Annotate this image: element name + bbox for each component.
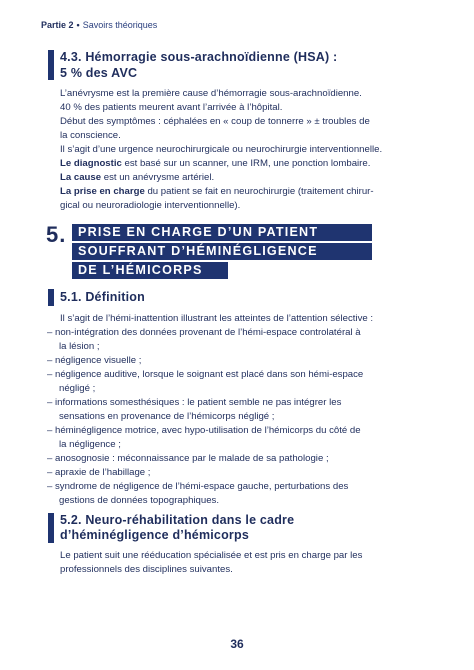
definition-list-item: – non-intégration des données provenant de l’hémi-espace controlatéral à <box>47 327 361 338</box>
definition-list-item-continued: sensations en provenance de l’hémicorps négligé ; <box>59 411 275 422</box>
section-5-1-marker <box>48 289 54 306</box>
section-4-3-marker <box>48 50 54 80</box>
definition-list-item: – négligence auditive, lorsque le soignant est placé dans son hémi-espace <box>47 369 364 380</box>
definition-list-item: – informations somesthésiques : le patient semble ne pas intégrer les <box>47 397 342 408</box>
definition-list-item-continued: gestions de données topographiques. <box>59 495 220 506</box>
section-4-3-line: la conscience. <box>60 130 121 141</box>
definition-list-item-continued: la lésion ; <box>59 341 100 352</box>
section-5-2-title-line-2: d’héminégligence d’hémicorps <box>60 528 249 542</box>
definition-list-item: – apraxie de l’habillage ; <box>47 467 151 478</box>
cause-paragraph <box>60 171 214 185</box>
diagnostic-paragraph <box>60 157 370 171</box>
section-4-3-title-line-2: 5 % des AVC <box>60 66 138 80</box>
definition-line: Il s’agit de l’hémi-inattention illustrant les atteintes de l’attention sélective : <box>60 313 374 324</box>
definition-list-item: – négligence visuelle ; <box>47 355 142 366</box>
care-label: La prise en charge <box>60 186 145 197</box>
section-5-2-title-line-1: 5.2. Neuro-réhabilitation dans le cadre <box>60 513 295 527</box>
section-5-1-title: 5.1. Définition <box>60 290 145 304</box>
definition-list-item: – héminégligence motrice, avec hypo-utilisation de l’hémicorps du côté de <box>47 425 361 436</box>
diagnostic-text: est basé sur un scanner, une IRM, une ponction lombaire. <box>121 158 371 169</box>
section-5-2-line: Le patient suit une rééducation spécialisée et est pris en charge par les <box>60 550 363 561</box>
definition-list-item: – anosognosie : méconnaissance par le malade de sa pathologie ; <box>47 453 329 464</box>
definition-list-item-continued: la négligence ; <box>59 439 121 450</box>
definition-list-item-continued: négligé ; <box>59 383 96 394</box>
section-5-2-marker <box>48 513 54 543</box>
care-text: du patient se fait en neurochirurgie (traitement chirur- <box>144 186 374 197</box>
page-number: 36 <box>230 637 244 651</box>
cause-text: est un anévrysme artériel. <box>101 172 215 183</box>
chapter-number: 5. <box>46 222 67 247</box>
section-4-3-line: Début des symptômes : céphalées en « coup de tonnerre » ± troubles de <box>60 116 370 127</box>
section-4-3-line: Il s’agit d’une urgence neurochirurgicale ou neurochirurgie interventionnelle. <box>60 144 383 155</box>
cause-label: La cause <box>60 172 102 183</box>
care-paragraph-continued: gical ou neuroradiologie interventionnelle). <box>60 200 241 211</box>
care-paragraph <box>60 185 374 199</box>
section-4-3-line: L’anévrysme est la première cause d’hémorragie sous-arachnoïdienne. <box>60 88 362 99</box>
chapter-title-line-1: PRISE EN CHARGE D’UN PATIENT <box>72 224 372 241</box>
chapter-title-line-2: SOUFFRANT D’HÉMINÉGLIGENCE <box>72 243 372 260</box>
part-subtitle: Savoirs théoriques <box>82 20 158 30</box>
chapter-title-line-3: DE L’HÉMICORPS <box>72 262 228 279</box>
diagnostic-label: Le diagnostic <box>60 158 122 169</box>
definition-list-item: – syndrome de négligence de l’hémi-espace gauche, perturbations des <box>47 481 349 492</box>
section-4-3-line: 40 % des patients meurent avant l’arrivée à l’hôpital. <box>60 102 283 113</box>
section-4-3-title-line-1: 4.3. Hémorragie sous-arachnoïdienne (HSA) : <box>60 50 338 64</box>
header-bullet: • <box>76 20 80 30</box>
running-header <box>41 20 157 30</box>
part-label: Partie 2 <box>41 20 74 30</box>
section-5-2-line: professionnels des disciplines suivantes. <box>60 564 233 575</box>
